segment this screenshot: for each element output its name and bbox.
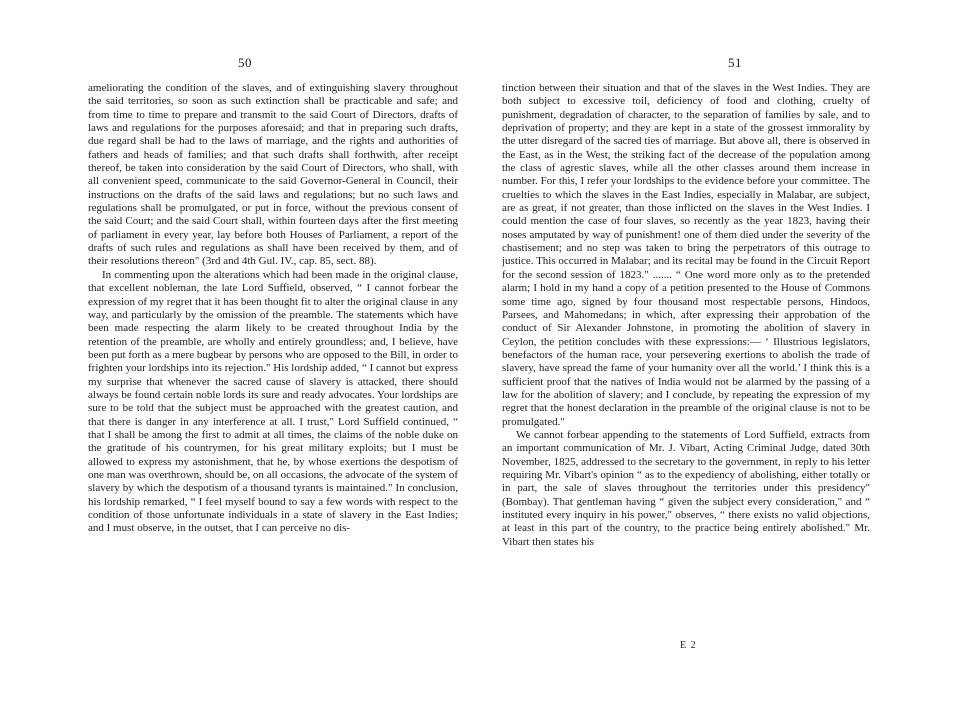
right-paragraph-2: We cannot forbear appending to the statements of Lord Suffield, extracts from an important communication of Mr. J. Vibart, Acting Criminal Judge, dated 30th November, 1825, addressed to the secretary to the government, in reply to his letter requiring Mr. Vibart's opinion “ as to the expediency of abolishing, either totally or in part, the sale of slaves throughout the territories under this presidency" (Bombay). That gentleman having “ given the subject every consideration," and “ instituted every inquiry in his power," observes, “ there exists no valid objections, at least in this part of the country, to the practice being entirely abolished." Mr. Vibart then states his: [502, 428, 870, 548]
left-paragraph-2: In commenting upon the alterations which had been made in the original clause, that excellent nobleman, the late Lord Suffield, observed, “ I cannot forbear the expression of my regret that it has been thought fit to alter the original clause in any way, and particularly by the omission of the preamble. The statements which have been made respecting the alarm likely to be created throughout India by the retention of the preamble, are wholly and entirely groundless; and, I believe, have been put forth as a mere bugbear by persons who are opposed to the Bill, in order to frighten your lordships into its rejection." His lordship added, “ I cannot but express my surprise that whenever the sacred cause of slavery is attacked, there should always be found certain noble lords its sure and ready advocates. Your lordships are sure to be told that the subject must be approached with the greatest caution, and that there is danger in any interference at all. I trust," Lord Suffield continued, “ that I shall be among the first to admit at all times, the claims of the noble duke on the gratitude of his countrymen, for his great military exploits; but I must be allowed to express my astonishment, that he, by whose exertions the despotism of one man was overthrown, should be, on all occasions, the advocate of the system of slavery by which the despotism of a thousand tyrants is maintained." In conclusion, his lordship remarked, “ I feel myself bound to say a few words with respect to the condition of those unfortunate individuals in a state of slavery in the East Indies; and I must observe, in the outset, that I can perceive no dis-: [88, 268, 458, 535]
left-page-text: [88, 82, 458, 536]
right-paragraph-1: tinction between their situation and that of the slaves in the West Indies. They are both subject to excessive toil, deficiency of food and clothing, cruelty of punishment, degradation of character, to the separation of families by sale, and to deprivation of property; and they are kept in a state of the grossest immorality by the utter disregard of the sacred ties of marriage. But above all, there is observed in the East, as in the West, the striking fact of the decrease of the population among the class of agrestic slaves, while all the other classes around them increase in number. For this, I refer your lordships to the evidence before your committee. The cruelties to which the slaves in the East Indies, especially in Malabar, are subject, are as great, if not greater, than those inflicted on the slaves in the West Indies. I could mention the case of four slaves, so recently as the year 1823, having their noses amputated by way of punishment! one of them died under the severity of the chastisement; and no step was taken to bring the perpetrators of this outrage to justice. This occurred in Malabar; and its recital may be found in the Circuit Report for the second session of 1823." ....... “ One word more only as to the pretended alarm; I hold in my hand a copy of a petition presented to the House of Commons some time ago, signed by four thousand most respectable persons, Hindoos, Parsees, and Mahomedans; in which, after expressing their approbation of the conduct of Sir Alexander Johnstone, in promoting the abolition of slavery in Ceylon, the petition concludes with these expressions:— ‘ Illustrious legislators, benefactors of the human race, your persevering exertions to abolish the trade of slavery, have spread the fame of your humanity over all the world.’ I think this is a sufficient proof that the natives of India would not be alarmed by the passing of a law for the abolition of slavery; and I conclude, by repeating the expression of my regret that the honest declaration in the preamble of the original clause is not to be promulgated.": [502, 82, 870, 428]
left-paragraph-1: ameliorating the condition of the slaves, and of extinguishing slavery throughout the said territories, so soon as such extinction shall be practicable and safe; and from time to time to prepare and transmit to the said Court of Directors, drafts of laws and regulations for the purposes aforesaid; and that in preparing such drafts, due regard shall be had to the laws of marriage, and the rights and authorities of fathers and heads of families; and that such drafts shall forthwith, after receipt thereof, be taken into consideration by the said Court of Directors, who shall, with all convenient speed, communicate to the said Governor-General in Council, their instructions on the drafts of the said laws and regulations; but no such laws and regulations shall be promulgated, or put in force, without the previous consent of the said Court; and the said Court shall, within fourteen days after the first meeting of parliament in every year, lay before both Houses of Parliament, a report of the drafts of such rules and regulations as shall have been received by them, and of their resolutions thereon" (3rd and 4th Gul. IV., cap. 85, sect. 88).: [88, 82, 458, 268]
right-page-number: 51: [728, 55, 742, 70]
right-page: [490, 0, 980, 726]
left-page-number: 50: [238, 55, 252, 70]
signature-mark: E 2: [680, 640, 697, 651]
right-page-text: [502, 82, 870, 549]
